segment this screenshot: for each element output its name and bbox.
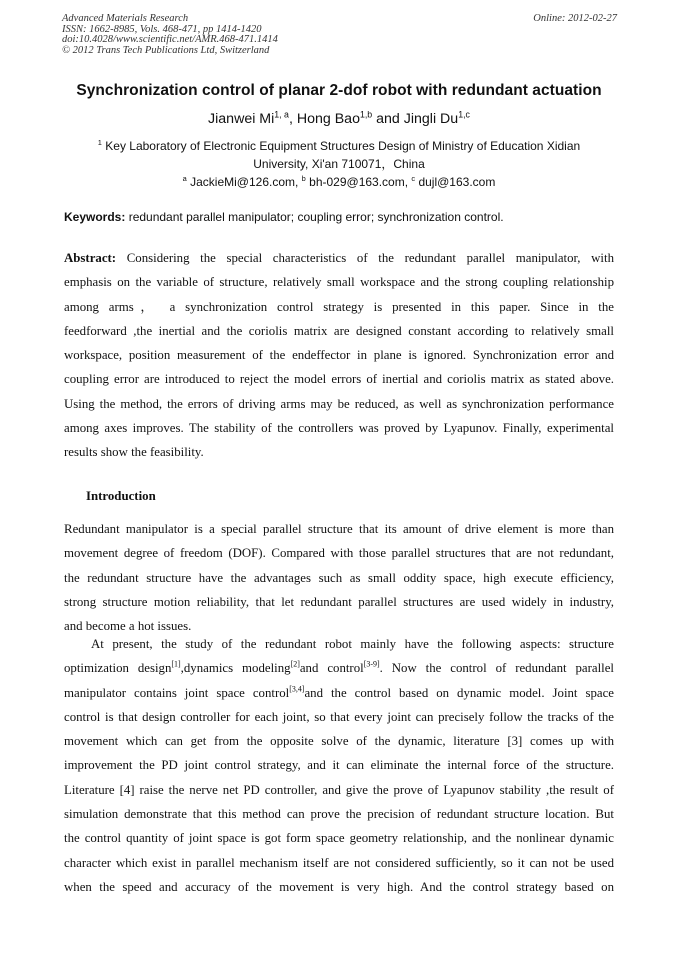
body-line: Literature [4] raise the nerve net PD controller, and give the prove of Lyapunov stability ,the result of <box>64 782 614 797</box>
author-list <box>0 111 678 127</box>
email-mark: c <box>411 174 416 183</box>
abstract-text: Considering the special characteristics of the redundant parallel manipulator, with <box>116 251 614 265</box>
body-line <box>64 681 614 705</box>
email-mark: b <box>301 174 306 183</box>
abstract-line: emphasis on the variable of structure, relatively small workspace and the strong coupling relationship <box>64 275 614 290</box>
abstract-label: Abstract: <box>64 251 117 265</box>
abstract-line <box>64 246 614 270</box>
body-text: and control <box>299 661 364 676</box>
abstract-line: feedforward ,the inertial and the coriolis matrix are designed constant according to relatively small <box>64 323 614 338</box>
body-line: simulation demonstrate that this method can prove the precision of redundant structure location. But <box>64 807 614 822</box>
body-text: ,dynamics modeling <box>180 661 291 676</box>
author-name: Jianwei Mi <box>208 111 275 127</box>
body-line: improvement the PD joint control strategy, and it can eliminate the internal force of the structure. <box>64 758 614 773</box>
journal-header <box>62 14 617 56</box>
author-separator: , <box>288 111 297 127</box>
author-name: Jingli Du <box>403 111 459 127</box>
affiliation <box>80 137 598 173</box>
abstract-line: Using the method, the errors of driving arms may be reduced, as well as synchronization performance <box>64 396 614 411</box>
email-address: bh-029@163.com, <box>305 175 412 189</box>
author-affil-mark: 1, a <box>274 109 289 120</box>
body-line: control is that design controller for each joint, so that every joint can precisely follow the tracks of the <box>64 709 614 724</box>
affiliation-line: Key Laboratory of Electronic Equipment Structures Design of Ministry of Education Xidian <box>101 139 581 153</box>
citation: [1] <box>171 660 181 670</box>
online-date: Online: 2012-02-27 <box>533 13 617 24</box>
paper-title: Synchronization control of planar 2-dof robot with redundant actuation <box>76 82 602 99</box>
body-line: the redundant structure have the advantages such as small oddity space, high execute efficiency, <box>64 570 614 585</box>
body-line: character which exist in parallel mechanism itself are not considered sufficiently, so it can not be used <box>64 855 614 870</box>
journal-doi: doi:10.4028/www.scientific.net/AMR.468-471.1414 <box>62 34 278 45</box>
abstract-line: results show the feasibility. <box>64 445 204 460</box>
author-separator: and <box>372 111 404 127</box>
abstract <box>64 246 614 465</box>
body-line: Redundant manipulator is a special parallel structure that its amount of drive element is more than <box>64 522 614 536</box>
email-mark: a <box>182 174 187 183</box>
author-emails <box>0 175 678 189</box>
citation: [3-9] <box>363 660 380 670</box>
author-affil-mark: 1,b <box>359 109 373 120</box>
body-text: . Now the control of redundant parallel <box>379 661 614 676</box>
abstract-line: workspace, position measurement of the endeffector in plane is ignored. Synchronization error and <box>64 348 614 363</box>
body-text: manipulator contains joint space control <box>64 685 290 700</box>
email-address: dujl@163.com <box>415 175 496 189</box>
body-line: the control quantity of joint space is got form space geometry relationship, and the nonlinear dynamic <box>64 831 614 846</box>
author-affil-mark: 1,c <box>458 109 470 120</box>
body-line: At present, the study of the redundant robot mainly have the following aspects: structure <box>91 637 614 651</box>
keywords-label: Keywords: <box>64 210 126 224</box>
abstract-line: among arms， a synchronization control strategy is presented in this paper. Since in the <box>64 299 614 314</box>
intro-paragraph-1 <box>64 517 614 638</box>
email-address: JackieMi@126.com, <box>186 175 302 189</box>
affiliation-mark: 1 <box>97 138 102 147</box>
body-line: strong structure motion reliability, that let redundant parallel structures are used widely in industry, <box>64 594 614 609</box>
body-line: and become a hot issues. <box>64 619 192 634</box>
body-line: movement degree of freedom (DOF). Compared with those parallel structures that are not redundant, <box>64 546 614 561</box>
citation: [3,4] <box>289 684 305 694</box>
journal-copyright: © 2012 Trans Tech Publications Ltd, Switzerland <box>62 44 270 56</box>
abstract-line: among axes improves. The stability of the controllers was proved by Lyapunov. Finally, experimental <box>64 421 614 436</box>
body-line: when the speed and accuracy of the movement is very high. And the control strategy based on <box>64 879 614 894</box>
journal-issn: ISSN: 1662-8985, Vols. 468-471, pp 1414-1420 <box>62 23 262 35</box>
body-line <box>64 656 614 680</box>
body-line: movement which can get from the opposite solve of the dynamic, literature [3] comes up with <box>64 734 614 749</box>
author-name: Hong Bao <box>296 111 360 127</box>
keywords-text: redundant parallel manipulator; coupling error; synchronization control. <box>125 210 504 224</box>
journal-name: Advanced Materials Research <box>62 13 189 24</box>
keywords <box>64 210 619 224</box>
intro-paragraph-2 <box>64 632 614 899</box>
abstract-line: coupling error are introduced to reject the model errors of inertial and coriolis matrix as stated above. <box>64 372 614 387</box>
body-text: and the control based on dynamic model. Joint space <box>304 685 614 700</box>
citation: [2] <box>290 660 300 670</box>
body-text: optimization design <box>64 661 172 676</box>
affiliation-line: University, Xi'an 710071，China <box>253 157 425 171</box>
section-heading-introduction: Introduction <box>86 489 156 503</box>
